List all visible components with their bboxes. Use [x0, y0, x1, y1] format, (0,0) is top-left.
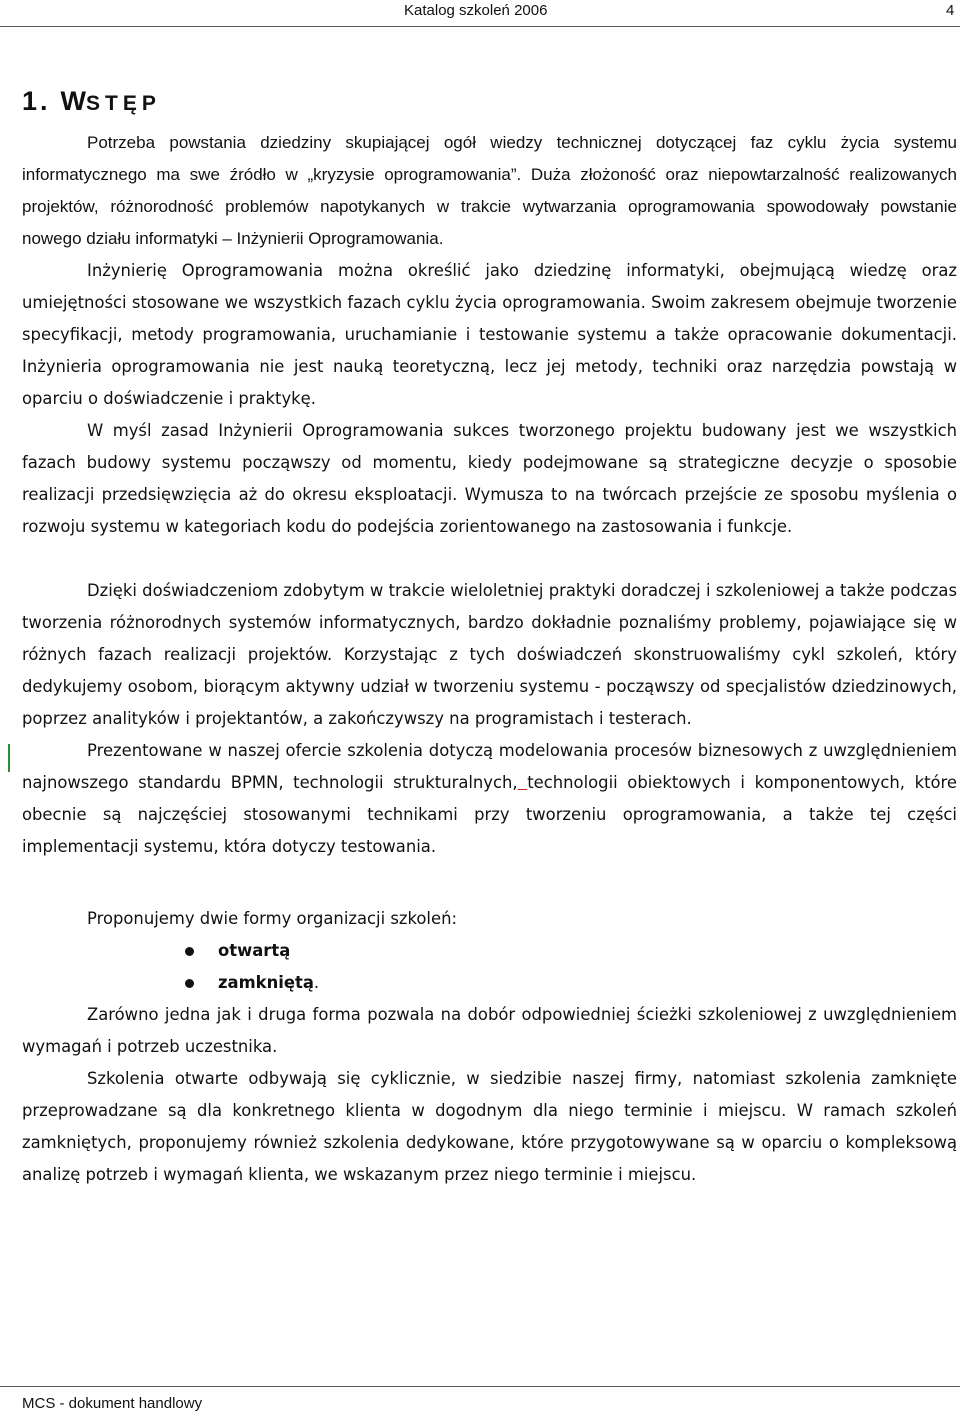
section-title-first-letter: W [60, 86, 87, 116]
spacer [22, 863, 957, 903]
spacer [22, 543, 957, 575]
revision-change-bar [8, 744, 10, 772]
paragraph-principles: W myśl zasad Inżynierii Oprogramowania sukces tworzonego projektu budowany jest we wszystkich fazach budowy systemu począwszy od momentu, kiedy podejmowane są strategiczne decyzje o sposobie realizacji przedsięwzięcia aż do okresu eksploatacji. Wymusza to na twórcach przejście ze sposobu myślenia o rozwoju systemu w kategoriach kodu do podejścia zorientowanego na zastosowania i funkcje. [22, 421, 957, 536]
form-open: otwartą [218, 941, 291, 960]
insertion-mark [518, 773, 528, 792]
section-title-rest: STĘP [86, 92, 161, 115]
paragraph-intro [22, 127, 957, 255]
paragraph-intro-part2: Duża złożoność oraz niepowtarzalność realizowanych projektów, różnorodność problemów napotykanych w trakcie wytwarzania oprogramowania spowodowały powstanie nowego działu informatyki – Inżynierii Oprogramowania. [22, 165, 957, 248]
footer-text: MCS - dokument handlowy [22, 1395, 203, 1412]
page-number: 4 [946, 2, 955, 19]
forms-list [22, 935, 957, 999]
paragraph-offer-after: technologii obiektowych i komponentowych, które obecnie są najczęściej stosowanymi technikami przy tworzeniu oprogramowania, a także tej części implementacji systemu, która dotyczy testowania. [22, 773, 957, 856]
page-footer [0, 1386, 960, 1412]
paragraph-definition: Inżynierię Oprogramowania można określić jako dziedzinę informatyki, obejmującą wiedzę oraz umiejętności stosowane we wszystkich fazach cyklu życia oprogramowania. Swoim zakresem obejmuje tworzenie specyfikacji, metody programowania, uruchamianie i testowanie systemu a także opracowanie dokumentacji. Inżynieria oprogramowania nie jest nauką teoretyczną, lecz jej metody, techniki oraz narzędzia powstają w oparciu o doświadczenie i praktykę. [22, 261, 957, 408]
page-header [0, 0, 960, 27]
form-closed: zamkniętą [218, 973, 314, 992]
paragraph-path-selection: Zarówno jedna jak i druga forma pozwala na dobór odpowiedniej ścieżki szkoleniowej z uwzględnieniem wymagań i potrzeb uczestnika. [22, 1005, 957, 1056]
header-title: Katalog szkoleń 2006 [404, 2, 548, 19]
paragraph-training-modes: Szkolenia otwarte odbywają się cyklicznie, w siedzibie naszej firmy, natomiast szkolenia zamknięte przeprowadzane są dla konkretnego klienta w dogodnym dla niego terminie i miejscu. W ramach szkoleń zamkniętych, proponujemy również szkolenia dedykowane, które przygotowywane są w oparciu o kompleksową analizę potrzeb i wymagań klienta, we wskazanym przez niego terminie i miejscu. [22, 1069, 957, 1184]
list-item [22, 967, 957, 999]
section-number: 1. [22, 86, 51, 116]
paragraph-forms-intro: Proponujemy dwie formy organizacji szkoleń: [87, 909, 457, 928]
section-heading [22, 86, 161, 117]
paragraph-offer-before: Prezentowane w naszej ofercie szkolenia dotyczą modelowania procesów biznesowych z uwzględnieniem najnowszego standardu BPMN, technologii strukturalnych, [22, 741, 957, 792]
list-end-period: . [313, 973, 320, 992]
bullet-icon [185, 979, 194, 988]
paragraph-offer [22, 735, 957, 863]
bullet-icon [185, 947, 194, 956]
list-item [22, 935, 957, 967]
paragraph-experience: Dzięki doświadczeniom zdobytym w trakcie wieloletniej praktyki doradczej i szkoleniowej a także podczas tworzenia różnorodnych systemów informatycznych, bardzo dokładnie poznaliśmy problemy, pojawiające się w różnych fazach realizacji projektów. Korzystając z tych doświadczeń skonstruowaliśmy cykl szkoleń, który dedykujemy osobom, biorącym aktywny udział w tworzeniu systemu - począwszy od specjalistów dziedzinowych, poprzez analityków i projektantów, a zakończywszy na programistach i testerach. [22, 581, 957, 728]
paragraph-intro-part1: Potrzeba powstania dziedziny skupiającej ogół wiedzy technicznej dotyczącej faz cyklu życia systemu informatycznego ma swe źródło w „kryzysie oprogramowania”. [22, 133, 957, 184]
document-body [22, 127, 957, 1191]
